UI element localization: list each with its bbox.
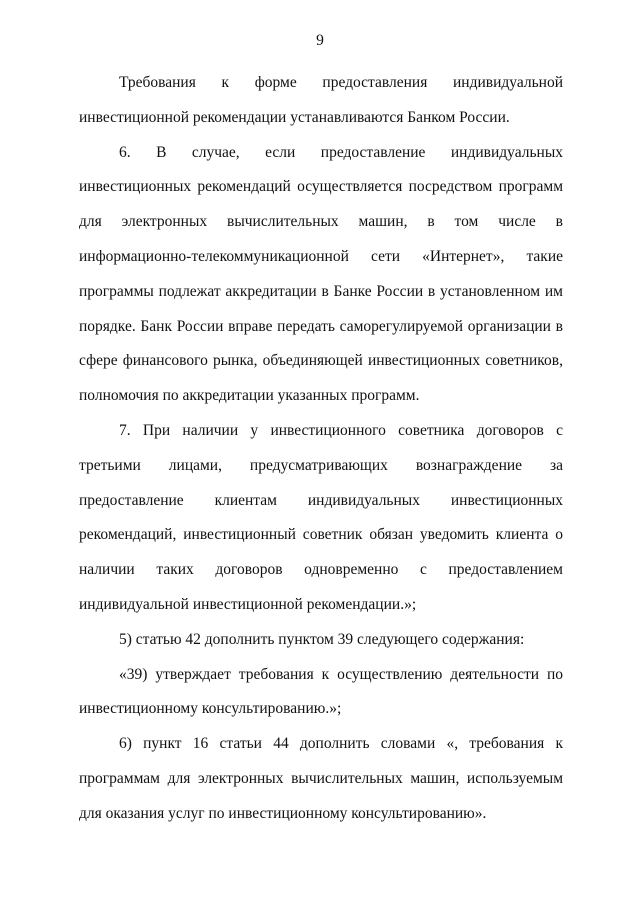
paragraph-requirements-form: Требования к форме предоставления индивидуальной инвестиционной рекомендации устанавливаются Банком России. bbox=[79, 74, 563, 126]
paragraph-item-39: «39) утверждает требования к осуществлению деятельности по инвестиционному консультированию.»; bbox=[79, 665, 563, 718]
document-body bbox=[79, 66, 563, 832]
page-number: 9 bbox=[316, 32, 324, 49]
paragraph-item-6-software-accreditation: 6. В случае, если предоставление индивидуальных инвестиционных рекомендаций осуществляется посредством программ для электронных вычислительных машин, в том числе в информационно-телекоммуникационной сети «Интернет», такие программы подлежат аккредитации в Банке России в установленном им порядке. Банк России вправе передать саморегулируемой организации в сфере финансового рынка, объединяющей инвестиционных советников, полномочия по аккредитации указанных программ. bbox=[79, 143, 563, 405]
paragraph-amendment-article-42: 5) статью 42 дополнить пунктом 39 следующего содержания: bbox=[119, 630, 525, 648]
paragraph-amendment-article-44: 6) пункт 16 статьи 44 дополнить словами «, требования к программам для электронных вычислительных машин, используемым для оказания услуг по инвестиционному консультированию». bbox=[79, 735, 563, 822]
paragraph-item-7-third-party-agreements: 7. При наличии у инвестиционного советника договоров с третьими лицами, предусматривающих вознаграждение за предоставление клиентам индивидуальных инвестиционных рекомендаций, инвестиционный советник обязан уведомить клиента о наличии таких договоров одновременно с предоставлением индивидуальной инвестиционной рекомендации.»; bbox=[79, 421, 563, 613]
